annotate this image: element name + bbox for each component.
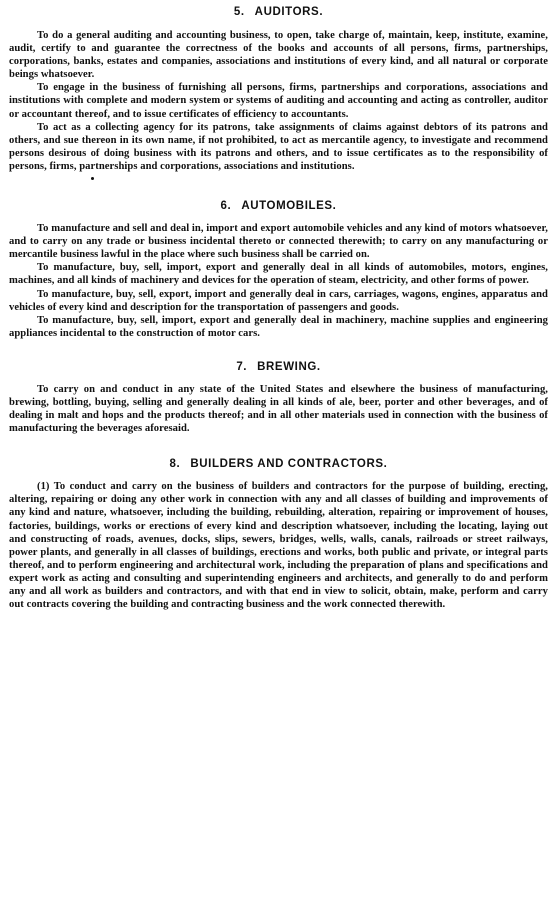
section-automobiles bbox=[9, 199, 548, 340]
section-heading bbox=[9, 457, 548, 471]
section-heading bbox=[9, 360, 548, 374]
section-heading bbox=[9, 5, 548, 19]
section-auditors bbox=[9, 5, 548, 173]
paragraph: To engage in the business of furnishing all persons, firms, partnerships and corporations, associations and institutions with complete and modern system or systems of auditing and accounting and acting as controller, auditor or accountant thereof, and to issue certificates of efficiency to accountants. bbox=[9, 82, 548, 120]
paragraph: To manufacture, buy, sell, import, export and generally deal in machinery, machine supplies and engineering appliances incidental to the construction of motor cars. bbox=[9, 314, 548, 339]
paragraph: (1) To conduct and carry on the business of builders and contractors for the purpose of building, erecting, altering, repairing or doing any other work in connection with any and all classes of building and improvements of any kind and nature, whatsoever, including the building, rebuilding, alteration, repairing or improvement of houses, factories, buildings, works or erections of every kind and description whatsoever, including the locating, laying out and constructing of roads, avenues, docks, slips, sewers, bridges, wells, walls, canals, railroads or street railways, power plants, and generally in all classes of buildings, erections and works, both public and private, or integral parts thereof, and to perform engineering and architectural work, including the preparation of plans and specifications and expert work as acting and consulting and superintending engineers and architects, and generally to do and perform any and all work as builders and contractors, and with that end in view to solicit, obtain, make, perform and carry out contracts covering the building and contracting business and the work connected therewith. bbox=[9, 481, 548, 611]
section-brewing bbox=[9, 360, 548, 435]
section-spacer bbox=[9, 340, 548, 360]
section-heading bbox=[9, 199, 548, 213]
section-builders-contractors bbox=[9, 457, 548, 611]
paragraph: To manufacture, buy, sell, export, import and generally deal in cars, carriages, wagons, engines, apparatus and vehicles of every kind and description for the transportation of passengers and goods. bbox=[9, 288, 548, 313]
section-title: BREWING. bbox=[257, 360, 321, 373]
section-number: 8. bbox=[169, 458, 181, 471]
section-spacer bbox=[9, 435, 548, 457]
section-number: 7. bbox=[236, 360, 248, 373]
section-number: 5. bbox=[233, 6, 245, 18]
paragraph: To manufacture and sell and deal in, import and export automobile vehicles and any kind of motors whatsoever, and to carry on any trade or business incidental thereto or connected therewith; to carry on any manufacturing or mercantile business lawful in the place where such business shall be carried on. bbox=[9, 223, 548, 261]
section-spacer bbox=[9, 173, 548, 199]
paragraph: To act as a collecting agency for its patrons, take assignments of claims against debtors of its patrons and others, and sue thereon in its own name, if not prohibited, to act as mercantile agency, to investigate and recommend persons desirous of doing business with its patrons and others, and to issue certificates as to the responsibility of persons, firms, partnerships and corporations, associations and institutions. bbox=[9, 121, 548, 172]
section-title: BUILDERS AND CONTRACTORS. bbox=[190, 458, 388, 471]
section-title: AUDITORS. bbox=[254, 6, 324, 18]
section-title: AUTOMOBILES. bbox=[241, 200, 337, 213]
paragraph: To do a general auditing and accounting business, to open, take charge of, maintain, keep, institute, examine, audit, certify to and guarantee the correctness of the books and accounts of all persons, firms, partnerships, corporations, banks, estates and companies, associations and institutions of every kind, and all natural or corporate beings whatsoever. bbox=[9, 30, 548, 81]
print-speck bbox=[91, 177, 94, 180]
paragraph: To manufacture, buy, sell, import, export and generally deal in all kinds of automobiles, motors, engines, machines, and all kinds of machinery and devices for the operation of steam, electricity, and other forms of power. bbox=[9, 262, 548, 287]
paragraph: To carry on and conduct in any state of the United States and elsewhere the business of manufacturing, brewing, bottling, buying, selling and generally dealing in all kinds of ale, beer, porter and other beverages, and of dealing in malt and hops and the products thereof; and in all other materials used in connection with the business of manufacturing the beverages aforesaid. bbox=[9, 383, 548, 435]
section-number: 6. bbox=[220, 200, 232, 213]
